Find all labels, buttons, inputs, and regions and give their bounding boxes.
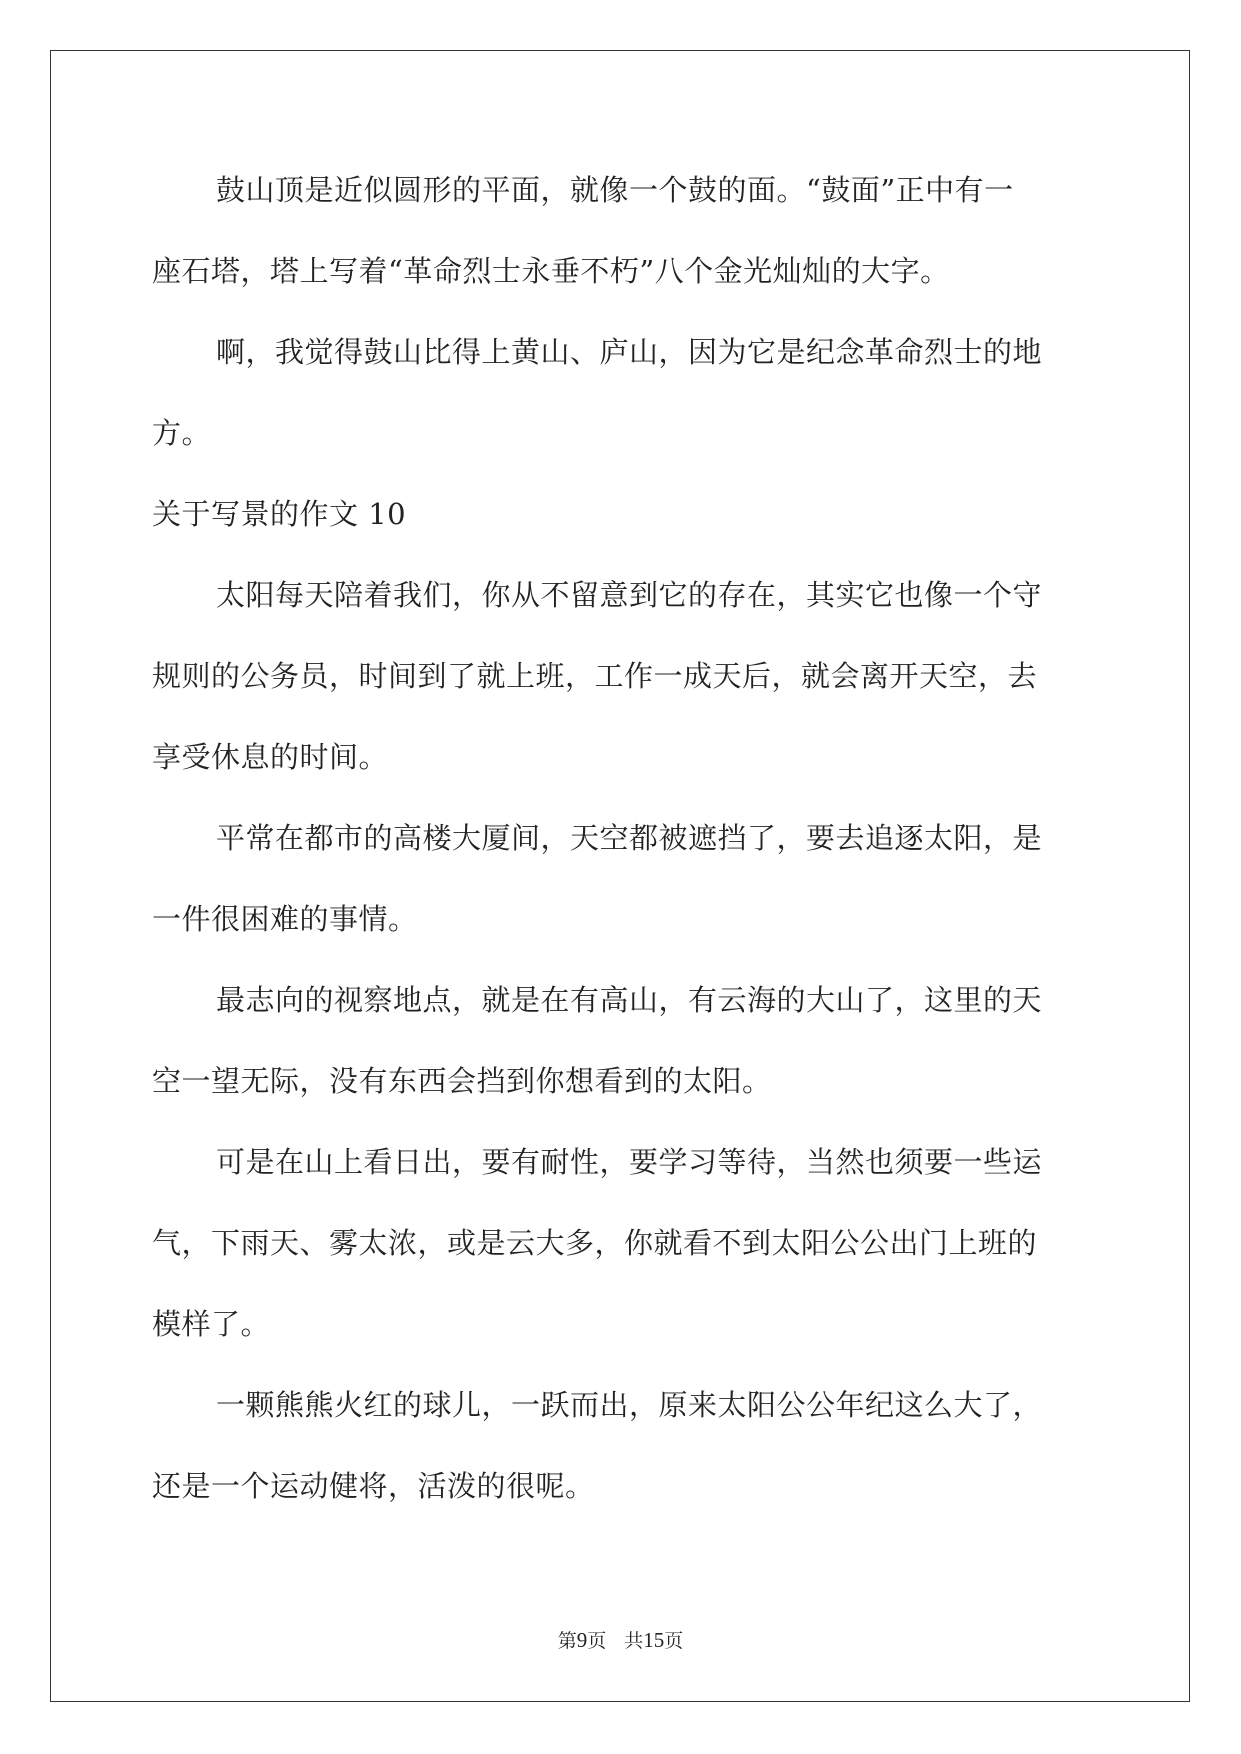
paragraph-line: 可是在山上看日出，要有耐性，要学习等待，当然也须要一些运 <box>216 1145 1043 1179</box>
page-number: 9 <box>576 1628 588 1652</box>
page-suffix: 页 <box>587 1630 607 1652</box>
paragraph-line: 一件很困难的事情。 <box>152 902 418 936</box>
paragraph-line: 一颗熊熊火红的球儿，一跃而出，原来太阳公公年纪这么大了， <box>216 1388 1043 1422</box>
section-heading: 关于写景的作文 10 <box>152 497 407 531</box>
paragraph-line: 气，下雨天、雾太浓，或是云大多，你就看不到太阳公公出门上班的 <box>152 1226 1038 1260</box>
paragraph-line: 规则的公务员，时间到了就上班，工作一成天后，就会离开天空，去 <box>152 659 1038 693</box>
total-suffix: 页 <box>664 1630 684 1652</box>
paragraph-line: 鼓山顶是近似圆形的平面，就像一个鼓的面。“鼓面”正中有一 <box>216 173 1014 207</box>
paragraph-line: 平常在都市的高楼大厦间，天空都被遮挡了，要去追逐太阳，是 <box>216 821 1043 855</box>
paragraph-line: 方。 <box>152 416 212 450</box>
page-footer <box>0 1626 1241 1653</box>
paragraph-line: 最志向的视察地点，就是在有高山，有云海的大山了，这里的天 <box>216 983 1043 1017</box>
paragraph-line: 享受休息的时间。 <box>152 740 389 774</box>
paragraph-line: 空一望无际，没有东西会挡到你想看到的太阳。 <box>152 1064 772 1098</box>
paragraph-line: 模样了。 <box>152 1307 271 1341</box>
total-prefix: 共 <box>624 1630 644 1652</box>
page-prefix: 第 <box>557 1630 577 1652</box>
paragraph-line: 座石塔，塔上写着“革命烈士永垂不朽”八个金光灿灿的大字。 <box>152 254 950 288</box>
paragraph-line: 太阳每天陪着我们，你从不留意到它的存在，其实它也像一个守 <box>216 578 1043 612</box>
total-pages: 15 <box>643 1628 665 1652</box>
document-body <box>152 150 1092 1527</box>
paragraph-line: 还是一个运动健将，活泼的很呢。 <box>152 1469 595 1503</box>
paragraph-line: 啊，我觉得鼓山比得上黄山、庐山，因为它是纪念革命烈士的地 <box>216 335 1043 369</box>
